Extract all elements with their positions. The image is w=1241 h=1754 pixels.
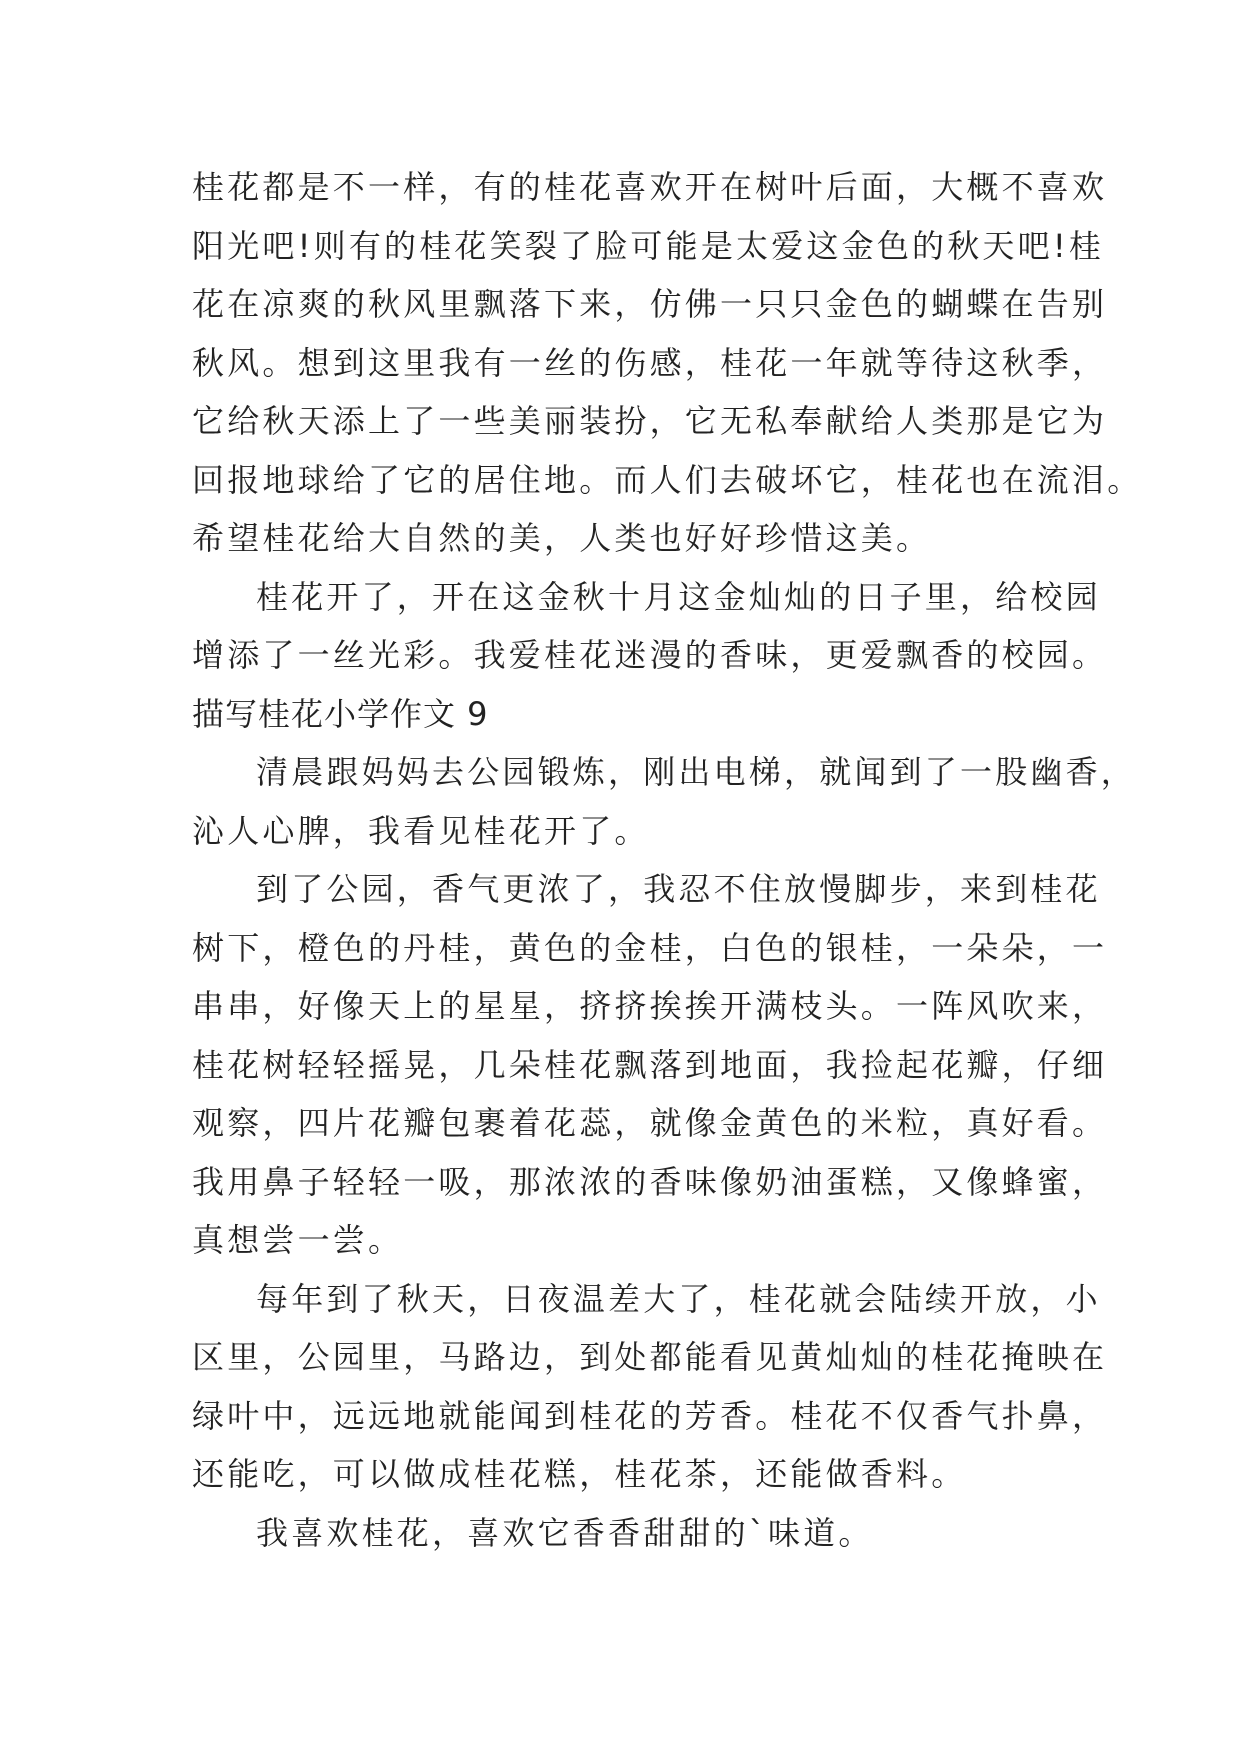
text-line: 希望桂花给大自然的美，人类也好好珍惜这美。 <box>192 519 932 557</box>
text-line: 串串，好像天上的星星，挤挤挨挨开满枝头。一阵风吹来， <box>192 987 1108 1025</box>
text-line: 区里，公园里，马路边，到处都能看见黄灿灿的桂花掩映在 <box>192 1338 1108 1376</box>
text-line: 绿叶中，远远地就能闻到桂花的芳香。桂花不仅香气扑鼻， <box>192 1396 1108 1435</box>
text-line: 阳光吧!则有的桂花笑裂了脸可能是太爱这金色的秋天吧!桂 <box>192 226 1105 265</box>
paragraph-first-line: 清晨跟妈妈去公园锻炼，刚出电梯，就闻到了一股幽香， <box>256 753 1137 791</box>
text-line: 回报地球给了它的居住地。而人们去破坏它，桂花也在流泪。 <box>192 460 1143 499</box>
paragraph-first-line: 我喜欢桂花，喜欢它香香甜甜的`味道。 <box>256 1513 874 1552</box>
paragraph-first-line: 每年到了秋天，日夜温差大了，桂花就会陆续开放，小 <box>256 1279 1101 1318</box>
text-line: 花在凉爽的秋风里飘落下来，仿佛一只只金色的蝴蝶在告别 <box>192 285 1108 323</box>
text-line: 桂花都是不一样，有的桂花喜欢开在树叶后面，大概不喜欢 <box>192 168 1108 206</box>
text-line: 真想尝一尝。 <box>192 1221 404 1259</box>
paragraph-first-line: 桂花开了，开在这金秋十月这金灿灿的日子里，给校园 <box>256 577 1101 616</box>
section-heading: 描写桂花小学作文 9 <box>192 694 489 733</box>
text-line: 我用鼻子轻轻一吸，那浓浓的香味像奶油蛋糕，又像蜂蜜， <box>192 1162 1108 1201</box>
text-line: 增添了一丝光彩。我爱桂花迷漫的香味，更爱飘香的校园。 <box>192 636 1108 674</box>
text-line: 秋风。想到这里我有一丝的伤感，桂花一年就等待这秋季， <box>192 343 1108 382</box>
text-line: 沁人心脾，我看见桂花开了。 <box>192 811 650 850</box>
text-line: 观察，四片花瓣包裹着花蕊，就像金黄色的米粒，真好看。 <box>192 1104 1108 1142</box>
text-line: 它给秋天添上了一些美丽装扮，它无私奉献给人类那是它为 <box>192 402 1108 440</box>
text-line: 还能吃，可以做成桂花糕，桂花茶，还能做香料。 <box>192 1455 967 1493</box>
text-line: 树下，橙色的丹桂，黄色的金桂，白色的银桂，一朵朵，一 <box>192 928 1108 967</box>
paragraph-first-line: 到了公园，香气更浓了，我忍不住放慢脚步，来到桂花 <box>256 870 1101 908</box>
document-page <box>192 158 1143 1562</box>
text-line: 桂花树轻轻摇晃，几朵桂花飘落到地面，我捡起花瓣，仔细 <box>192 1045 1108 1084</box>
